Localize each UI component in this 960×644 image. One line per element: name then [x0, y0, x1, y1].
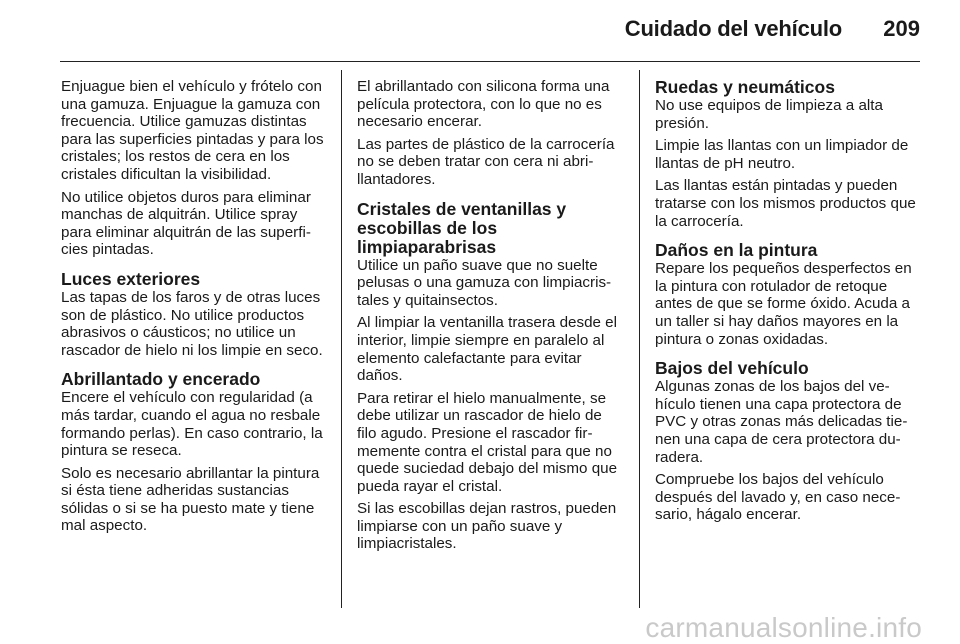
- paragraph: Algunas zonas de los bajos del vehículo tienen una capa protectora de PVC y otras zonas más delicadas tienen una capa de cera protectora duradera.: [655, 378, 908, 466]
- heading-ruedas: Ruedas y neumáticos: [655, 77, 835, 97]
- section-title: Cuidado del vehículo: [624, 16, 842, 41]
- paragraph: Las tapas de los faros y de otras luces son de plástico. No utilice productos abrasivos o cáusticos; no utilice un rascador de hielo ni los limpie en seco.: [61, 288, 323, 359]
- paragraph: Para retirar el hielo manualmente, se debe utilizar un rascador de hielo de filo agudo. Presione el rascador firmemente contra el cristal para que no quede suciedad debajo del mismo que pueda rayar el cristal.: [357, 389, 618, 495]
- heading-danos-pintura: Daños en la pintura: [655, 240, 818, 261]
- header-divider: [60, 61, 920, 62]
- paragraph: Las partes de plástico de la carrocería no se deben tratar con cera ni abrillantadores.: [357, 135, 615, 188]
- paragraph: Repare los pequeños desperfectos en la pintura con rotulador de retoque antes de que se forme óxido. Acuda a un taller si hay daños mayores en la pintura o zonas oxidadas.: [655, 260, 912, 348]
- paragraph: Limpie las llantas con un limpiador de llantas de pH neutro.: [655, 137, 909, 172]
- column-3: [655, 78, 925, 529]
- heading-cristales: Cristales de ventanillas y escobillas de los limpiaparabrisas: [357, 198, 567, 257]
- paragraph: Encere el vehículo con regularidad (a más tardar, cuando el agua no resbale formando perlas). En caso contrario, la pintura se reseca.: [61, 389, 323, 460]
- heading-bajos: Bajos del vehículo: [655, 358, 809, 379]
- column-divider-1: [341, 70, 342, 608]
- heading-luces-exteriores: Luces exteriores: [61, 268, 201, 289]
- paragraph: Si las escobillas dejan rastros, pueden limpiarse con un paño suave y limpiacristales.: [357, 500, 617, 553]
- paragraph: Solo es necesario abrillantar la pintura si ésta tiene adheridas sustancias sólidas o si se ha puesto mate y tiene mal aspecto.: [61, 464, 320, 535]
- paragraph: No use equipos de limpieza a alta presión.: [655, 97, 883, 132]
- page-number: 209: [883, 16, 920, 41]
- heading-abrillantado: Abrillantado y encerado: [61, 369, 261, 390]
- paragraph: Las llantas están pintadas y pueden tratarse con los mismos productos que la carrocería.: [655, 177, 916, 230]
- paragraph: Compruebe los bajos del vehículo después del lavado y, en caso necesario, hágalo encerar.: [655, 471, 901, 524]
- column-2: [357, 78, 624, 558]
- paragraph: Utilice un paño suave que no suelte pelusas o una gamuza con limpiacristales y quitainsectos.: [357, 256, 612, 309]
- paragraph: No utilice objetos duros para eliminar manchas de alquitrán. Utilice spray para eliminar alquitrán de las superficies pintadas.: [61, 188, 311, 259]
- paragraph: El abrillantado con silicona forma una película protectora, con lo que no es necesario encerar.: [357, 78, 610, 131]
- paragraph: Enjuague bien el vehículo y frótelo con una gamuza. Enjuague la gamuza con frecuencia. Utilice gamuzas distintas para las superficies pintadas y para los cristales; los restos de cera en los cristales dificultan la visibilidad.: [61, 78, 324, 183]
- column-1: [61, 78, 327, 540]
- column-divider-2: [639, 70, 640, 608]
- footer-watermark: carmanualsonline.info: [645, 612, 922, 643]
- paragraph: Al limpiar la ventanilla trasera desde el interior, limpie siempre en paralelo al elemento calefactante para evitar daños.: [357, 314, 618, 385]
- page-header: [0, 0, 960, 60]
